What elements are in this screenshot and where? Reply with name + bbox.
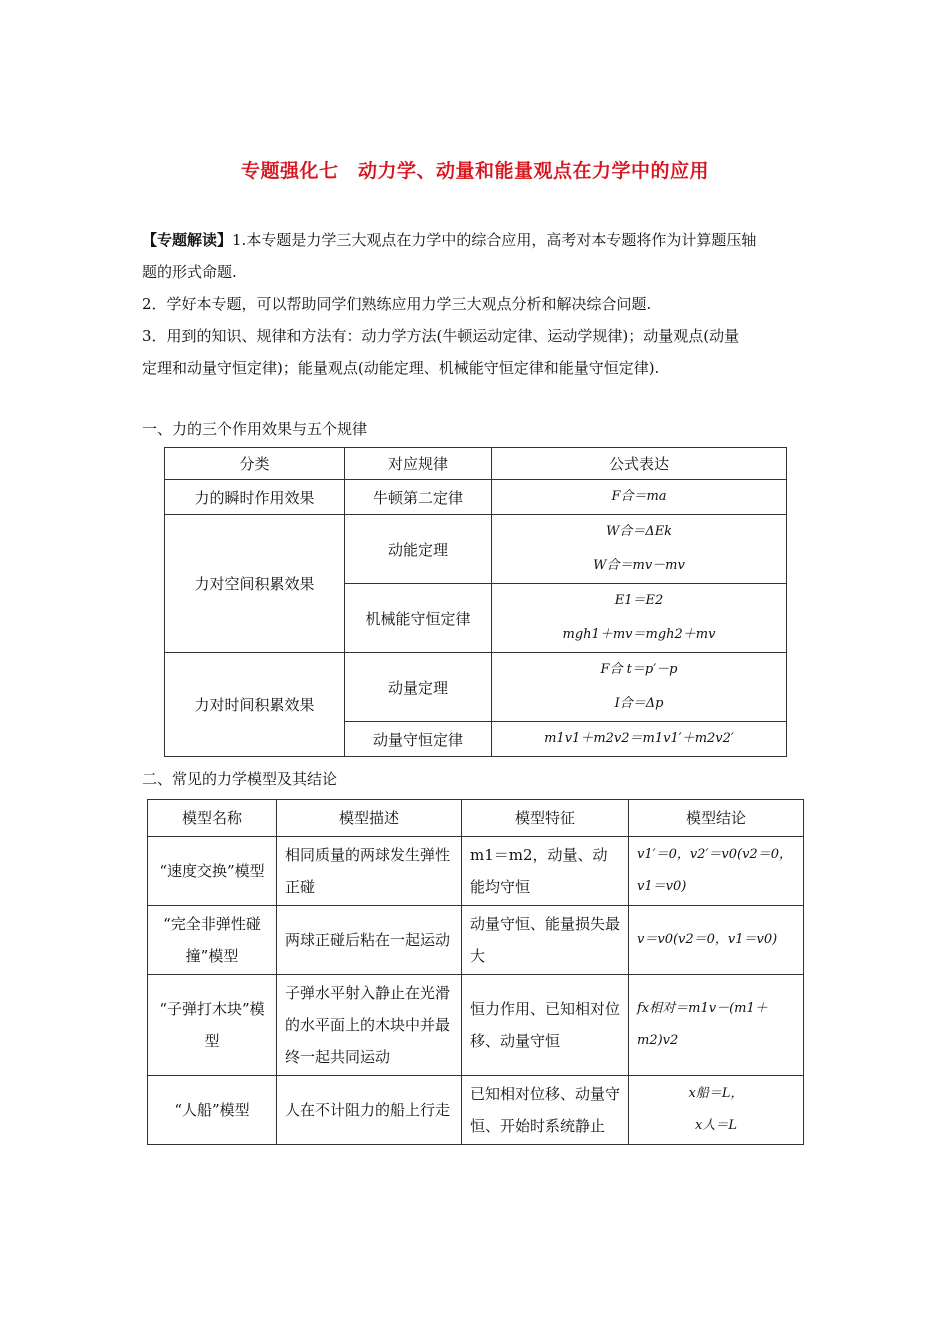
formula-newton2-text: F合＝ma xyxy=(611,489,667,504)
model-feat-4: 已知相对位移、动量守恒、开始时系统静止 xyxy=(462,1076,629,1145)
intro-label: 【专题解读】 xyxy=(142,231,233,249)
table-row xyxy=(165,480,787,515)
model-feat-1: m1＝m2，动量、动能均守恒 xyxy=(462,837,629,906)
header-formula: 公式表达 xyxy=(492,448,787,480)
formula-me-b: mgh1＋mv＝mgh2＋mv xyxy=(562,627,716,642)
table-header-row xyxy=(148,800,804,837)
model-name-1: “速度交换”模型 xyxy=(148,837,277,906)
table-row xyxy=(165,653,787,722)
formula-momentum-conservation: m1v1＋m2v2＝m1v1′＋m2v2′ xyxy=(492,722,787,757)
model-concl-1: v1′＝0，v2′＝v0(v2＝0，v1＝v0) xyxy=(629,837,804,906)
formula-newton2 xyxy=(492,480,787,515)
law-momentum-conservation: 动量守恒定律 xyxy=(345,722,492,757)
formula-imp-a: F合 t＝p′－p xyxy=(600,662,678,677)
model-desc-2: 两球正碰后粘在一起运动 xyxy=(277,906,462,975)
models-table xyxy=(147,799,804,1145)
intro-point1-a: 1.本专题是力学三大观点在力学中的综合应用，高考对本专题将作为计算题压轴 xyxy=(232,231,757,249)
intro-point3-b: 定理和动量守恒定律)；能量观点(动能定理、机械能守恒定律和能量守恒定律). xyxy=(142,359,660,377)
law-newton2: 牛顿第二定律 xyxy=(345,480,492,515)
table-row xyxy=(148,906,804,975)
header-law: 对应规律 xyxy=(345,448,492,480)
intro-point1-b: 题的形式命题. xyxy=(142,263,237,281)
law-mech-energy: 机械能守恒定律 xyxy=(345,584,492,653)
section2-heading: 二、常见的力学模型及其结论 xyxy=(142,770,338,788)
formula-ke-b: W合＝mv－mv xyxy=(593,558,685,573)
table-row xyxy=(148,975,804,1076)
table-row xyxy=(148,837,804,906)
model-concl-4-b: x人＝L xyxy=(695,1118,737,1133)
table-header-row xyxy=(165,448,787,480)
formula-imp-b: I合＝Δp xyxy=(614,696,664,711)
table-row xyxy=(148,1076,804,1145)
header-category: 分类 xyxy=(165,448,345,480)
model-concl-4-a: x船＝L， xyxy=(688,1086,744,1101)
header-model-desc: 模型描述 xyxy=(277,800,462,837)
model-desc-3: 子弹水平射入静止在光滑的水平面上的木块中并最终一起共同运动 xyxy=(277,975,462,1076)
cat-instant: 力的瞬时作用效果 xyxy=(165,480,345,515)
model-desc-1: 相同质量的两球发生弹性正碰 xyxy=(277,837,462,906)
model-feat-2: 动量守恒、能量损失最大 xyxy=(462,906,629,975)
formula-kinetic-energy xyxy=(492,515,787,584)
law-impulse: 动量定理 xyxy=(345,653,492,722)
cat-space: 力对空间积累效果 xyxy=(165,515,345,653)
model-feat-3: 恒力作用、已知相对位移、动量守恒 xyxy=(462,975,629,1076)
page-title: 专题强化七 动力学、动量和能量观点在力学中的应用 xyxy=(240,160,709,182)
formula-mech-energy xyxy=(492,584,787,653)
law-kinetic-energy: 动能定理 xyxy=(345,515,492,584)
formula-ke-a: W合＝ΔEk xyxy=(605,524,673,539)
model-concl-2: v＝v0(v2＝0，v1＝v0) xyxy=(629,906,804,975)
model-name-4: “人船”模型 xyxy=(148,1076,277,1145)
model-concl-4 xyxy=(629,1076,804,1145)
table-row xyxy=(165,515,787,584)
model-desc-4: 人在不计阻力的船上行走 xyxy=(277,1076,462,1145)
model-concl-3: fx相对＝m1v－(m1＋m2)v2 xyxy=(629,975,804,1076)
header-model-feature: 模型特征 xyxy=(462,800,629,837)
intro-paragraph xyxy=(142,224,812,384)
formula-impulse xyxy=(492,653,787,722)
model-name-2: “完全非弹性碰撞”模型 xyxy=(148,906,277,975)
section1-heading: 一、力的三个作用效果与五个规律 xyxy=(142,420,368,438)
laws-table xyxy=(164,447,787,757)
model-name-3: “子弹打木块”模型 xyxy=(148,975,277,1076)
formula-me-a: E1＝E2 xyxy=(614,593,664,608)
header-model-name: 模型名称 xyxy=(148,800,277,837)
intro-point3-a: 3．用到的知识、规律和方法有：动力学方法(牛顿运动定律、运动学规律)；动量观点(动量 xyxy=(142,327,740,345)
cat-time: 力对时间积累效果 xyxy=(165,653,345,757)
intro-point2: 2．学好本专题，可以帮助同学们熟练应用力学三大观点分析和解决综合问题. xyxy=(142,295,652,313)
header-model-conclusion: 模型结论 xyxy=(629,800,804,837)
